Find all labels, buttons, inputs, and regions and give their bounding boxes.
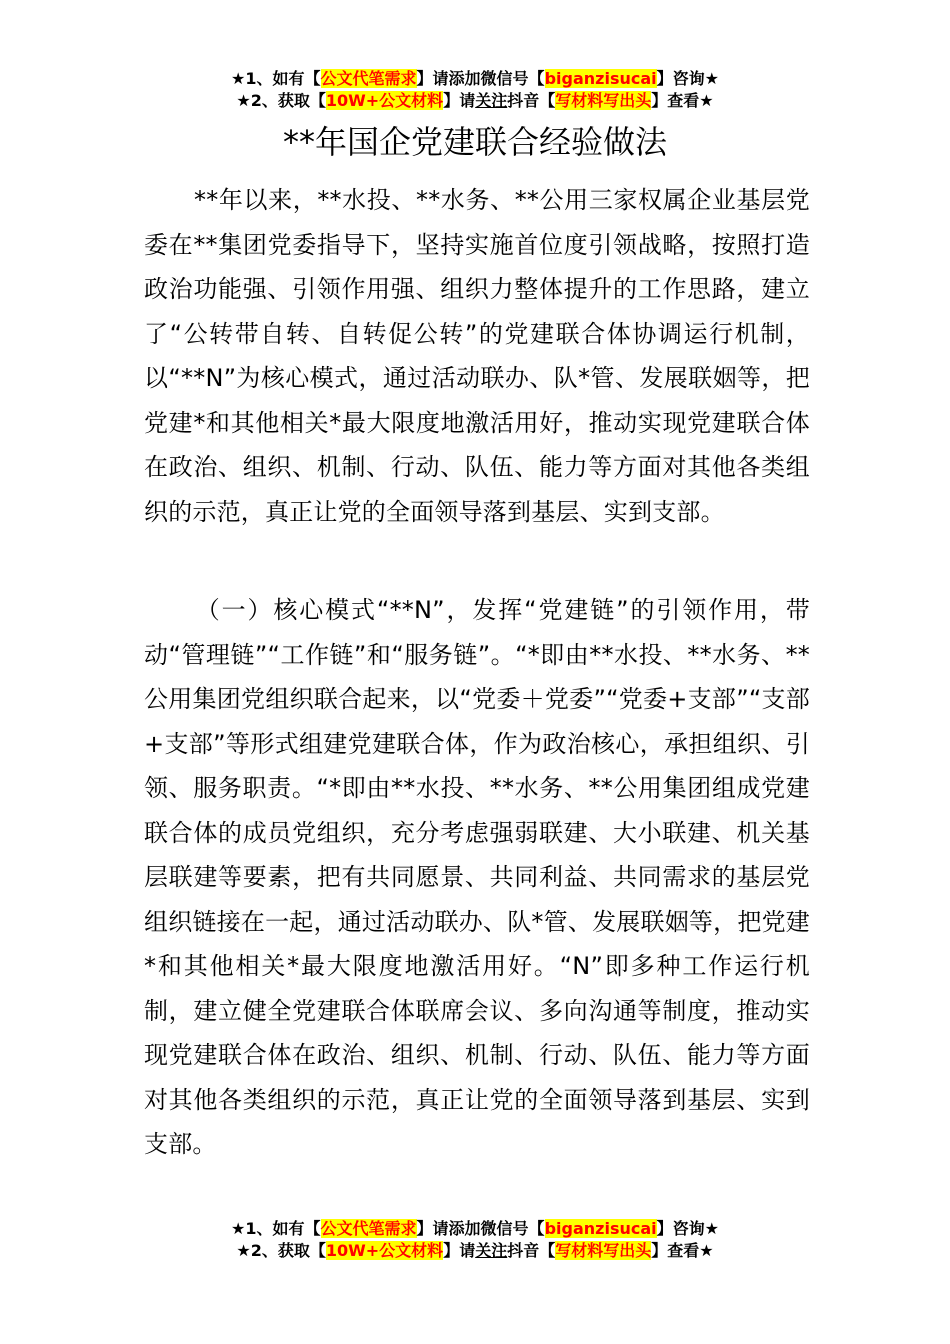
paragraph-text: **年以来，**水投、**水务、**公用三家权属企业基层党委在**集团党委指导下，坚持实施首位度引领战略，按照打造政治功能强、引领作用强、组织力整体提升的工作思路，建立了“公转带自转、自转促公转”的党建联合体协调运行机制，以“**N”为核心模式，通过活动联办、队*管、发展联姻等，把党建*和其他相关*最大限度地激活用好，推动实现党建联合体在政治、组织、机制、行动、队伍、能力等方面对其他各类组织的示范，真正让党的全面领导落到基层、实到支部。 — [144, 186, 810, 526]
star-icon: ★ — [231, 69, 246, 88]
highlight-text: 公文代笔需求 — [320, 69, 417, 88]
notice-text: 抖音【 — [507, 1241, 556, 1260]
notice-text: 微信号【 — [480, 1219, 545, 1238]
highlight-text: 写材料写出头 — [555, 1241, 652, 1260]
notice-line-2 — [0, 90, 950, 112]
notice-text: 关注 — [475, 1241, 508, 1260]
notice-text: 】请 — [443, 1241, 476, 1260]
star-icon: ★ — [236, 91, 251, 110]
notice-text: 微信号【 — [480, 69, 545, 88]
notice-text: 】查看 — [651, 91, 700, 110]
star-icon: ★ — [231, 1219, 246, 1238]
notice-text: 】请 — [443, 91, 476, 110]
header-notice — [0, 68, 950, 112]
notice-text: 】咨询 — [656, 69, 705, 88]
footer-notice — [0, 1218, 950, 1262]
notice-line-1 — [0, 68, 950, 90]
notice-text: 添加 — [448, 69, 481, 88]
star-icon: ★ — [699, 1241, 714, 1260]
notice-text: 1、如有【 — [245, 69, 321, 88]
highlight-text: 公文代笔需求 — [320, 1219, 417, 1238]
notice-text: 关注 — [475, 91, 508, 110]
notice-text: 】咨询 — [656, 1219, 705, 1238]
notice-text: 1、如有【 — [245, 1219, 321, 1238]
wechat-id-highlight: biganzisucai — [544, 69, 657, 88]
wechat-id-highlight: biganzisucai — [544, 1219, 657, 1238]
star-icon: ★ — [699, 91, 714, 110]
highlight-text: 10W+公文材料 — [325, 1241, 444, 1260]
notice-text: 】请 — [416, 69, 449, 88]
notice-text: 】请 — [416, 1219, 449, 1238]
notice-text: 抖音【 — [507, 91, 556, 110]
paragraph-text: （一）核心模式“**N”，发挥“党建链”的引领作用，带动“管理链”“工作链”和“服务链”。“*即由**水投、**水务、**公用集团党组织联合起来，以“党委＋党委”“党委+支部”“支部+支部”等形式组建党建联合体，作为政治核心，承担组织、引领、服务职责。“*即由**水投、**水务、**公用集团组成党建联合体的成员党组织，充分考虑强弱联建、大小联建、机关基层联建等要素，把有共同愿景、共同利益、共同需求的基层党组织链接在一起，通过活动联办、队*管、发展联姻等，把党建*和其他相关*最大限度地激活用好。“N”即多种工作运行机制，建立健全党建联合体联席会议、多向沟通等制度，推动实现党建联合体在政治、组织、机制、行动、队伍、能力等方面对其他各类组织的示范，真正让党的全面领导落到基层、实到支部。 — [144, 596, 810, 1158]
paragraph-intro — [144, 178, 810, 534]
star-icon: ★ — [704, 69, 719, 88]
star-icon: ★ — [236, 1241, 251, 1260]
highlight-text: 10W+公文材料 — [325, 91, 444, 110]
document-title: **年国企党建联合经验做法 — [282, 123, 667, 161]
notice-text: 添加 — [448, 1219, 481, 1238]
notice-line-2 — [0, 1240, 950, 1262]
notice-line-1 — [0, 1218, 950, 1240]
notice-text: 2、获取【 — [250, 1241, 326, 1260]
highlight-text: 写材料写出头 — [555, 91, 652, 110]
paragraph-core-model — [144, 588, 810, 1167]
notice-text: 】查看 — [651, 1241, 700, 1260]
notice-text: 2、获取【 — [250, 91, 326, 110]
star-icon: ★ — [704, 1219, 719, 1238]
